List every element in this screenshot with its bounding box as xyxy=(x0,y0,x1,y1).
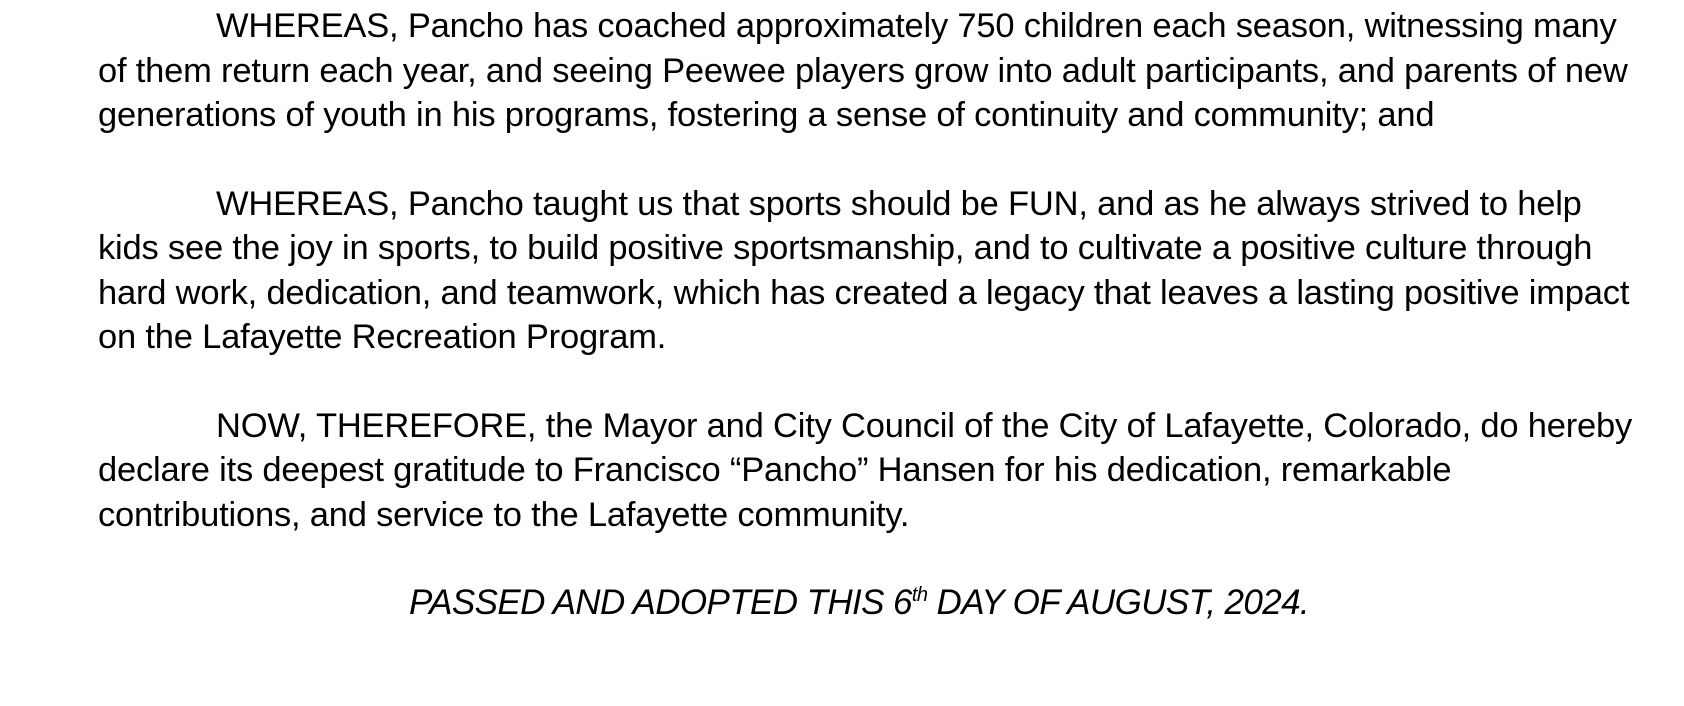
closing-text-after: DAY OF AUGUST, 2024. xyxy=(927,583,1310,622)
proclamation-document xyxy=(98,4,1638,625)
passed-and-adopted-line xyxy=(98,581,1638,625)
paragraph-text: Pancho has coached approximately 750 children each season, witnessing many of them return each year, and seeing Peewee players grow into adult participants, and parents of new generations of youth in his programs, fostering a sense of continuity and community; and xyxy=(98,7,1628,134)
closing-ordinal-suffix: th xyxy=(911,584,928,606)
whereas-paragraph-fun xyxy=(98,182,1638,360)
closing-text-before: PASSED AND ADOPTED THIS 6 xyxy=(408,583,912,622)
paragraph-lead-word: WHEREAS, xyxy=(216,184,399,223)
whereas-paragraph-coaching xyxy=(98,4,1638,138)
therefore-paragraph xyxy=(98,404,1638,538)
paragraph-text: the Mayor and City Council of the City of Lafayette, Colorado, do hereby declare its deepest gratitude to Francisco “Pancho” Hansen for his dedication, remarkable contributions, and service to the Lafayette community. xyxy=(98,406,1633,534)
paragraph-lead-word: WHEREAS, xyxy=(216,7,399,45)
paragraph-text: Pancho taught us that sports should be FUN, and as he always strived to help kids see the joy in sports, to build positive sportsmanship, and to cultivate a positive culture through hard work, dedication, and teamwork, which has created a legacy that leaves a lasting positive impact on the Lafayette Recreation Program. xyxy=(98,184,1630,356)
paragraph-lead-word: NOW, THEREFORE, xyxy=(216,406,537,445)
